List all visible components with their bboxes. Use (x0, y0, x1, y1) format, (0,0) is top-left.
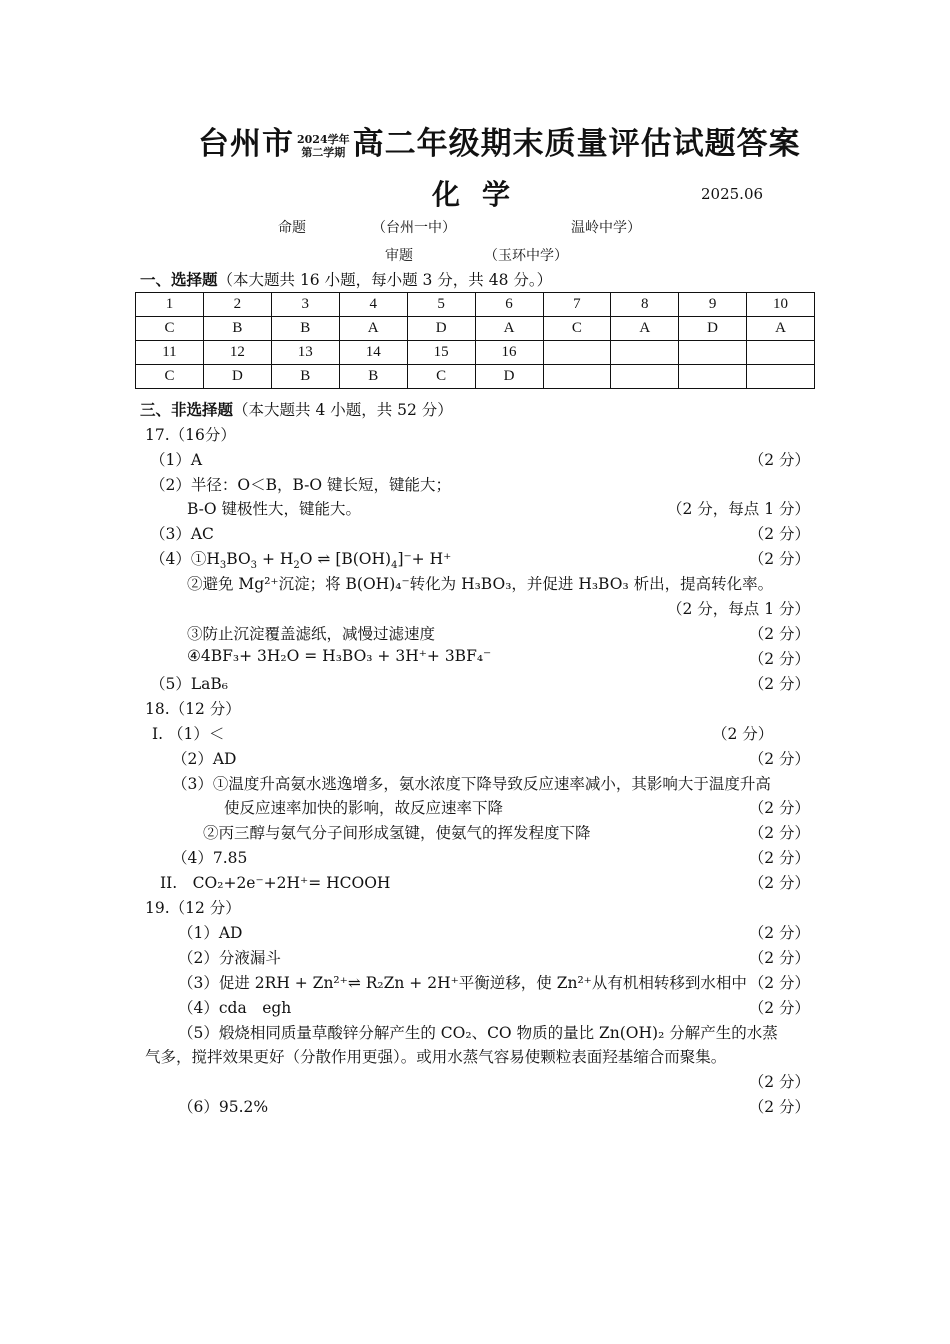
table-row (136, 341, 815, 365)
reviewer-label: 审题 (385, 248, 413, 264)
term-semester: 第二学期 (301, 145, 346, 159)
section1-title: 一、选择题 (140, 270, 218, 289)
table-cell (543, 341, 611, 365)
reviewer-school: （玉环中学） (484, 248, 568, 264)
table-cell: B (339, 365, 407, 389)
q17-4b: ②避免 Mg²⁺沉淀；将 B(OH)₄⁻转化为 H₃BO₃，并促进 H₃BO₃ 析出，提高转化率。 (187, 575, 774, 593)
q19-6-score: （2 分） (748, 1098, 810, 1116)
table-cell: D (475, 365, 543, 389)
table-cell: 9 (679, 293, 747, 317)
q19-2-score: （2 分） (748, 949, 810, 967)
q19-6: （6）95.2% (178, 1098, 269, 1116)
q19-5-score: （2 分） (748, 1073, 810, 1091)
q18-4-score: （2 分） (748, 849, 810, 867)
table-cell: 13 (271, 341, 339, 365)
q18-3a: （3）①温度升高氨水逃逸增多，氨水浓度下降导致反应速率减小，其影响大于温度升高 (172, 775, 771, 793)
table-row (136, 317, 815, 341)
q18-2-score: （2 分） (748, 750, 810, 768)
section3-heading (140, 398, 453, 420)
answer-table (135, 292, 815, 389)
section1-desc: （本大题共 16 小题，每小题 3 分，共 48 分。） (217, 271, 553, 289)
q19-4: （4）cda egh (178, 999, 292, 1017)
q17-2b: B-O 键极性大，键能大。 (187, 500, 362, 518)
table-cell: A (339, 317, 407, 341)
table-cell (747, 341, 815, 365)
title-city: 台州市 (198, 126, 294, 162)
q17-1: （1）A (150, 451, 203, 469)
section3-desc: （本大题共 4 小题，共 52 分） (233, 401, 453, 419)
q17-4a-part: + H (257, 550, 294, 568)
q19-3-score: （2 分） (748, 974, 810, 992)
table-cell: 16 (475, 341, 543, 365)
table-cell: D (203, 365, 271, 389)
table-cell: 11 (136, 341, 204, 365)
q17-4a: $(4)①H_3BO_3 + H_2O$ ⇌ $[B(OH)_4]^-+ H^+$ (150, 550, 452, 572)
q17-4a-part: O ⇌ [B(OH) (299, 550, 392, 568)
q17-4a-part: （4）①H (150, 550, 220, 568)
q17-2a: （2）半径：O＜B，B-O 键长短，键能大； (150, 476, 452, 494)
title-main: 高二年级期末质量评估试题答案 (352, 126, 801, 162)
table-cell: B (203, 317, 271, 341)
q17-4b-score: （2 分，每点 1 分） (666, 600, 810, 618)
table-cell: B (271, 365, 339, 389)
q18-heading: 18.（12 分） (145, 700, 241, 718)
table-cell: A (747, 317, 815, 341)
table-cell: 8 (611, 293, 679, 317)
table-cell: C (136, 365, 204, 389)
table-cell: 14 (339, 341, 407, 365)
page-title (198, 118, 801, 163)
table-cell: 2 (203, 293, 271, 317)
table-cell: 7 (543, 293, 611, 317)
q18-3b: 使反应速率加快的影响，故反应速率下降 (224, 799, 504, 817)
q19-5b: 气多，搅拌效果更好（分散作用更强）。或用水蒸气容易使颗粒表面羟基缩合而聚集。 (145, 1048, 727, 1066)
q17-4a-part: BO (226, 550, 251, 568)
exam-date: 2025.06 (701, 185, 764, 203)
q19-5a: （5）煅烧相同质量草酸锌分解产生的 CO₂、CO 物质的量比 Zn(OH)₂ 分解产生的水蒸 (178, 1024, 778, 1042)
term-stack (297, 133, 350, 159)
table-cell: 1 (136, 293, 204, 317)
table-cell: C (543, 317, 611, 341)
table-cell: C (407, 365, 475, 389)
q17-1-score: （2 分） (748, 451, 810, 469)
q17-4a-score: （2 分） (748, 550, 810, 568)
table-cell: 3 (271, 293, 339, 317)
q19-4-score: （2 分） (748, 999, 810, 1017)
table-cell (679, 365, 747, 389)
term-year: 2024学年 (297, 132, 350, 146)
q19-3: （3）促进 2RH + Zn²⁺⇌ R₂Zn + 2H⁺平衡逆移，使 Zn²⁺从有机相转移到水相中 (178, 974, 747, 992)
table-cell: 12 (203, 341, 271, 365)
q18-2: （2）AD (172, 750, 237, 768)
subject-title: 化学 (432, 178, 533, 211)
q19-2: （2）分液漏斗 (178, 949, 281, 967)
setter-school-1: （台州一中） (372, 220, 456, 236)
table-cell: 15 (407, 341, 475, 365)
q18-1: I. （1）＜ (152, 725, 225, 743)
table-cell: 5 (407, 293, 475, 317)
q18-3c: ②丙三醇与氨气分子间形成氢键，使氨气的挥发程度下降 (203, 824, 591, 842)
section1-heading (140, 268, 552, 290)
q17-4d: ④4BF₃+ 3H₂O = H₃BO₃ + 3H⁺+ 3BF₄⁻ (187, 647, 492, 665)
table-row (136, 365, 815, 389)
table-cell: 6 (475, 293, 543, 317)
q17-4c-score: （2 分） (748, 625, 810, 643)
table-cell (679, 341, 747, 365)
q18-II-score: （2 分） (748, 874, 810, 892)
q17-heading: 17.（16分） (145, 426, 236, 444)
q17-2-score: （2 分，每点 1 分） (666, 500, 810, 518)
table-cell (611, 341, 679, 365)
table-cell: 4 (339, 293, 407, 317)
table-cell (543, 365, 611, 389)
q17-4a-part: ]⁻+ H⁺ (397, 550, 452, 568)
q17-4d-score: （2 分） (748, 650, 810, 668)
table-cell (611, 365, 679, 389)
table-cell: B (271, 317, 339, 341)
q18-3b-score: （2 分） (748, 799, 810, 817)
q17-3: （3）AC (150, 525, 214, 543)
q19-heading: 19.（12 分） (145, 899, 241, 917)
table-cell: A (475, 317, 543, 341)
table-row (136, 293, 815, 317)
table-cell: D (407, 317, 475, 341)
table-cell: 10 (747, 293, 815, 317)
q18-3c-score: （2 分） (748, 824, 810, 842)
table-cell (747, 365, 815, 389)
table-cell: C (136, 317, 204, 341)
setter-label: 命题 (278, 220, 306, 236)
q18-4: （4）7.85 (172, 849, 248, 867)
q18-II: II. CO₂+2e⁻+2H⁺= HCOOH (160, 874, 391, 892)
q19-1: （1）AD (178, 924, 243, 942)
q19-1-score: （2 分） (748, 924, 810, 942)
q17-5-score: （2 分） (748, 675, 810, 693)
section3-title: 三、非选择题 (140, 400, 234, 419)
q17-3-score: （2 分） (748, 525, 810, 543)
table-cell: D (679, 317, 747, 341)
q17-5: （5）LaB₆ (150, 675, 228, 693)
q18-1-score: （2 分） (712, 725, 774, 743)
q17-4c: ③防止沉淀覆盖滤纸，减慢过滤速度 (187, 625, 436, 643)
table-cell: A (611, 317, 679, 341)
setter-school-2: 温岭中学） (571, 220, 641, 236)
